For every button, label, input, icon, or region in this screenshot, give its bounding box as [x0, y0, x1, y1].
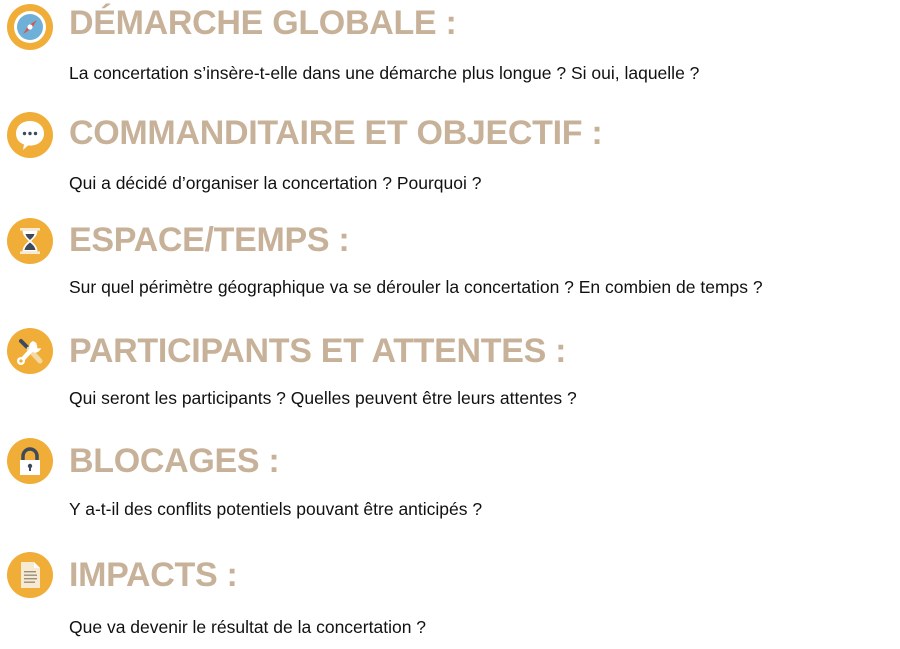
section-question: La concertation s’insère-t-elle dans une démarche plus longue ? Si oui, laquelle ? — [69, 63, 700, 83]
section-question: Y a-t-il des conflits potentiels pouvant être anticipés ? — [69, 499, 483, 519]
section-question: Qui seront les participants ? Quelles peuvent être leurs attentes ? — [69, 388, 577, 408]
section-question: Qui a décidé d’organiser la concertation ? Pourquoi ? — [69, 173, 482, 193]
section-title: PARTICIPANTS ET ATTENTES : — [69, 332, 567, 370]
compass-icon — [7, 4, 53, 50]
section-title: DÉMARCHE GLOBALE : — [69, 4, 457, 42]
document-icon — [7, 552, 53, 598]
tools-icon — [7, 328, 53, 374]
padlock-icon — [7, 438, 53, 484]
section-question: Sur quel périmètre géographique va se dérouler la concertation ? En combien de temps ? — [69, 277, 763, 297]
section-title: ESPACE/TEMPS : — [69, 221, 350, 259]
section-title: IMPACTS : — [69, 556, 238, 594]
section-question: Que va devenir le résultat de la concertation ? — [69, 617, 427, 637]
section-title: BLOCAGES : — [69, 442, 280, 480]
section-title: COMMANDITAIRE ET OBJECTIF : — [69, 114, 603, 152]
speech-bubble-icon — [7, 112, 53, 158]
hourglass-icon — [7, 218, 53, 264]
